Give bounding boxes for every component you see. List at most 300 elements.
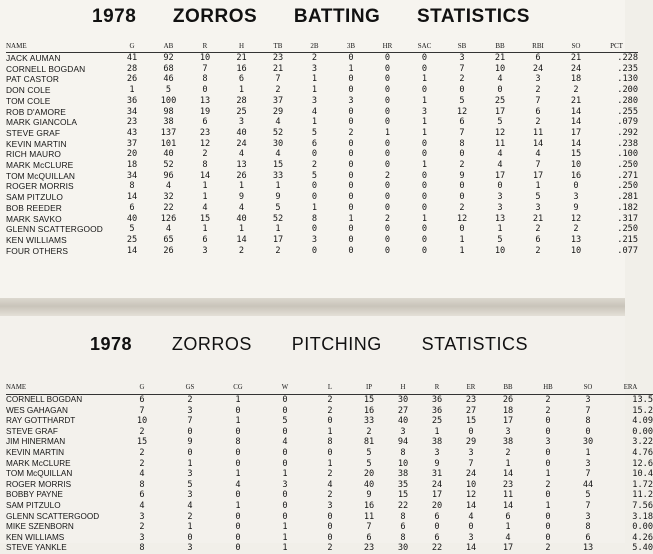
pitching-cell-r: 36	[431, 395, 443, 405]
player-name: TOM McQUILLAN	[6, 469, 73, 479]
player-name: ROGER MORRIS	[6, 181, 74, 192]
table-row	[6, 512, 653, 523]
player-name: KEVIN MARTIN	[6, 138, 67, 149]
batting-cell-so: 12	[570, 213, 582, 224]
batting-cell-r: 15	[199, 213, 211, 224]
batting-cell-h: 28	[236, 95, 247, 106]
batting-cell-h: 3	[238, 117, 245, 128]
player-name: PAT CASTOR	[6, 74, 59, 85]
pitching-cell-l: 2	[327, 395, 333, 405]
batting-cell-sb: 12	[456, 213, 468, 224]
batting-cell-h: 6	[238, 74, 245, 85]
pitching-cell-ip: 7	[366, 522, 372, 533]
pitching-cell-g: 8	[139, 543, 145, 554]
batting-cell-pct: .182	[617, 202, 638, 213]
pitching-cell-era: 1.72	[632, 479, 653, 490]
pitching-cell-bb: 23	[502, 479, 514, 490]
batting-cell-pct: .238	[617, 138, 638, 149]
pitching-cell-ip: 16	[363, 405, 375, 416]
pitching-cell-g: 7	[139, 405, 145, 416]
batting-cell-bb: 3	[497, 192, 503, 203]
pitching-cell-w: 4	[282, 437, 288, 448]
batting-cell-so: 16	[570, 170, 582, 181]
batting-cell-bb: 21	[494, 53, 506, 63]
batting-cell-tb: 37	[272, 95, 284, 106]
batting-cell-2b: 0	[311, 181, 318, 192]
batting-cell-sb: 2	[459, 202, 465, 213]
batting-cell-sac: 0	[421, 138, 428, 149]
pitching-cell-so: 3	[585, 395, 591, 405]
batting-cell-g: 18	[126, 160, 138, 171]
batting-cell-pct: .079	[617, 117, 638, 128]
batting-cell-sb: 2	[459, 160, 465, 171]
batting-cell-3b: 0	[348, 53, 354, 63]
pitching-cell-bb: 14	[502, 500, 514, 511]
player-name: ROGER MORRIS	[6, 479, 72, 489]
pitching-cell-er: 3	[468, 447, 474, 458]
batting-cell-3b: 0	[348, 160, 354, 171]
pitching-cell-cg: 0	[235, 532, 241, 543]
batting-cell-h: 1	[238, 85, 245, 96]
batting-title-team: ZORROS	[172, 6, 258, 27]
batting-cell-3b: 1	[348, 213, 354, 224]
batting-cell-bb: 17	[494, 170, 506, 181]
pitching-cell-g: 4	[139, 500, 145, 511]
player-name: TOM COLE	[6, 95, 51, 106]
pitching-cell-so: 8	[585, 416, 591, 427]
pitching-cell-so: 13	[582, 543, 594, 554]
batting-cell-ab: 40	[163, 149, 174, 160]
batting-cell-bb: 1	[497, 224, 503, 235]
pitching-cell-h: 30	[397, 395, 409, 405]
batting-header-sac: SAC	[406, 40, 443, 53]
pitching-cell-so: 8	[585, 522, 591, 533]
pitching-cell-h: 3	[400, 426, 406, 437]
player-name: KEVIN MARTIN	[6, 447, 65, 457]
batting-cell-rbi: 1	[535, 181, 541, 192]
batting-cell-tb: 4	[275, 149, 281, 160]
batting-cell-sac: 0	[421, 53, 428, 63]
pitching-cell-cg: 0	[235, 458, 241, 469]
batting-cell-bb: 0	[497, 85, 503, 96]
pitching-cell-g: 2	[139, 522, 145, 533]
pitching-cell-bb: 4	[505, 532, 511, 543]
batting-cell-r: 4	[202, 202, 208, 213]
batting-cell-r: 1	[202, 192, 208, 203]
pitching-cell-hb: 0	[545, 447, 551, 458]
player-name: SAM PITZULO	[6, 192, 63, 203]
pitching-header-g: G	[118, 382, 166, 395]
table-row	[6, 501, 653, 512]
batting-cell-2b: 5	[311, 170, 318, 181]
batting-cell-g: 14	[126, 192, 138, 203]
table-row	[6, 533, 653, 544]
pitching-cell-so: 3	[585, 458, 591, 469]
batting-cell-tb: 2	[275, 85, 281, 96]
batting-cell-tb: 1	[275, 181, 281, 192]
batting-cell-sac: 0	[421, 245, 428, 256]
player-name: MARK GIANCOLA	[6, 117, 78, 128]
pitching-cell-era: 15.2	[632, 405, 653, 416]
pitching-cell-ip: 5	[366, 447, 372, 458]
pitching-cell-bb: 1	[505, 458, 511, 469]
batting-cell-hr: 0	[384, 224, 391, 235]
player-name: STEVE GRAF	[6, 426, 58, 436]
batting-cell-bb: 0	[497, 181, 503, 192]
table-row	[6, 117, 638, 128]
batting-cell-g: 28	[126, 63, 138, 74]
batting-cell-hr: 0	[384, 181, 391, 192]
player-name: KEN WILLIAMS	[6, 532, 65, 542]
player-name: CORNELL BOGDAN	[6, 395, 83, 404]
pitching-cell-gs: 9	[187, 437, 193, 448]
batting-cell-so: 2	[573, 85, 579, 96]
pitching-header-name: NAME	[6, 382, 118, 395]
pitching-cell-ip: 23	[363, 543, 375, 554]
pitching-cell-cg: 1	[235, 395, 241, 405]
pitching-cell-era: 13.5	[632, 395, 653, 405]
pitching-cell-era: 4.76	[632, 447, 653, 458]
batting-cell-rbi: 2	[535, 117, 541, 128]
pitching-cell-hb: 2	[545, 405, 551, 416]
batting-cell-2b: 1	[311, 117, 318, 128]
pitching-cell-w: 5	[282, 416, 288, 427]
batting-cell-pct: .250	[617, 160, 638, 171]
pitching-cell-h: 15	[397, 490, 409, 501]
pitching-cell-r: 31	[431, 469, 443, 480]
pitching-cell-so: 7	[585, 405, 591, 416]
player-name: GLENN SCATTERGOOD	[6, 224, 103, 235]
batting-cell-g: 43	[126, 127, 138, 138]
batting-cell-hr: 0	[384, 63, 391, 74]
pitching-cell-bb: 18	[502, 405, 514, 416]
batting-cell-tb: 52	[272, 213, 284, 224]
pitching-cell-gs: 2	[187, 395, 193, 405]
pitching-cell-so: 0	[585, 426, 591, 437]
batting-cell-g: 5	[129, 224, 135, 235]
pitching-cell-w: 1	[282, 469, 288, 480]
batting-cell-hr: 0	[384, 53, 391, 63]
pitching-cell-r: 20	[431, 500, 443, 511]
batting-cell-pct: .280	[617, 95, 638, 106]
pitching-cell-hb: 0	[545, 490, 551, 501]
batting-cell-bb: 25	[494, 95, 506, 106]
batting-cell-h: 40	[236, 127, 247, 138]
batting-cell-2b: 5	[311, 127, 318, 138]
batting-cell-g: 37	[126, 138, 138, 149]
batting-cell-tb: 9	[275, 192, 281, 203]
batting-cell-2b: 6	[311, 138, 318, 149]
pitching-cell-l: 1	[327, 426, 333, 437]
pitching-cell-ip: 6	[366, 532, 372, 543]
batting-cell-hr: 0	[384, 149, 391, 160]
batting-cell-tb: 4	[275, 117, 281, 128]
pitching-cell-r: 6	[434, 511, 440, 522]
batting-cell-h: 21	[236, 53, 247, 63]
batting-cell-sb: 0	[459, 85, 465, 96]
pitching-cell-w: 0	[282, 511, 288, 522]
table-row	[6, 246, 638, 257]
pitching-cell-cg: 1	[235, 469, 241, 480]
pitching-cell-era: 4.26	[632, 532, 653, 543]
page-fold	[0, 298, 625, 316]
table-row	[6, 224, 638, 235]
pitching-cell-l: 2	[327, 405, 333, 416]
batting-cell-sac: 0	[421, 192, 428, 203]
batting-cell-3b: 3	[348, 95, 354, 106]
batting-cell-tb: 33	[272, 170, 284, 181]
batting-cell-ab: 4	[165, 224, 172, 235]
pitching-cell-er: 15	[465, 416, 477, 427]
pitching-table	[6, 382, 653, 554]
batting-title-year: 1978	[92, 6, 137, 27]
pitching-cell-ip: 5	[366, 458, 372, 469]
batting-cell-h: 24	[236, 138, 247, 149]
pitching-cell-bb: 2	[505, 447, 511, 458]
batting-cell-sac: 0	[421, 170, 428, 181]
pitching-header-ip: IP	[352, 382, 386, 395]
batting-cell-3b: 0	[348, 192, 354, 203]
pitching-cell-gs: 7	[187, 416, 193, 427]
batting-cell-rbi: 17	[532, 170, 544, 181]
pitching-cell-era: 10.4	[632, 469, 653, 480]
pitching-header-so: SO	[568, 382, 608, 395]
pitching-cell-bb: 17	[502, 543, 514, 554]
player-name: MIKE SZENBORN	[6, 522, 74, 532]
pitching-cell-h: 8	[400, 447, 406, 458]
pitching-cell-bb: 17	[502, 416, 514, 427]
pitching-cell-er: 10	[465, 479, 477, 490]
batting-cell-sac: 0	[421, 85, 428, 96]
table-row	[6, 522, 653, 533]
batting-cell-rbi: 6	[535, 53, 541, 63]
batting-cell-bb: 13	[494, 213, 506, 224]
table-row	[6, 139, 638, 150]
pitching-cell-h: 35	[397, 479, 409, 490]
table-row	[6, 235, 638, 246]
batting-cell-pct: .130	[617, 74, 638, 85]
pitching-cell-g: 2	[139, 458, 145, 469]
batting-cell-ab: 26	[163, 245, 174, 256]
batting-cell-pct: .077	[617, 245, 638, 256]
batting-cell-hr: 0	[384, 74, 391, 85]
player-name: MARK McCLURE	[6, 458, 71, 468]
pitching-header-cg: CG	[214, 382, 262, 395]
pitching-cell-r: 36	[431, 405, 443, 416]
table-row	[6, 437, 653, 448]
pitching-cell-er: 4	[468, 511, 474, 522]
pitching-cell-er: 12	[465, 490, 477, 501]
batting-cell-sac: 0	[421, 181, 428, 192]
pitching-cell-cg: 1	[235, 500, 241, 511]
batting-cell-r: 23	[199, 127, 211, 138]
pitching-title-category: PITCHING	[291, 334, 382, 354]
batting-cell-hr: 0	[384, 202, 391, 213]
batting-cell-r: 8	[202, 160, 208, 171]
pitching-cell-h: 8	[400, 511, 406, 522]
batting-cell-pct: .250	[617, 224, 638, 235]
table-row	[6, 53, 638, 64]
batting-cell-2b: 0	[311, 224, 318, 235]
batting-header-sb: SB	[443, 40, 481, 53]
batting-cell-pct: .317	[617, 213, 638, 224]
batting-cell-3b: 0	[348, 138, 354, 149]
pitching-cell-ip: 16	[363, 500, 375, 511]
batting-cell-sb: 0	[459, 192, 465, 203]
pitching-cell-h: 40	[397, 416, 409, 427]
pitching-cell-er: 0	[468, 522, 474, 533]
player-name: JIM HINERMAN	[6, 437, 66, 447]
batting-cell-h: 1	[238, 181, 245, 192]
pitching-header-gs: GS	[166, 382, 214, 395]
table-row	[6, 469, 653, 480]
pitching-header-hb: HB	[528, 382, 568, 395]
pitching-cell-so: 6	[585, 532, 591, 543]
table-row	[6, 171, 638, 182]
pitching-cell-gs: 0	[187, 447, 193, 458]
batting-cell-h: 16	[236, 63, 247, 74]
player-name: RAY GOTTHARDT	[6, 416, 76, 426]
batting-cell-g: 25	[126, 234, 138, 245]
pitching-cell-g: 3	[139, 511, 145, 522]
batting-cell-sb: 0	[459, 224, 465, 235]
batting-cell-ab: 22	[163, 202, 174, 213]
batting-cell-2b: 3	[311, 234, 318, 245]
pitching-cell-hb: 3	[545, 437, 551, 448]
pitching-cell-w: 0	[282, 405, 288, 416]
batting-cell-r: 14	[199, 170, 211, 181]
batting-cell-pct: .271	[617, 170, 638, 181]
batting-cell-2b: 2	[311, 160, 318, 171]
batting-cell-sac: 1	[421, 213, 428, 224]
pitching-cell-hb: 1	[545, 500, 551, 511]
pitching-cell-er: 14	[465, 500, 477, 511]
table-row	[6, 74, 638, 85]
pitching-cell-l: 3	[327, 500, 333, 511]
batting-cell-sac: 0	[421, 202, 428, 213]
pitching-cell-r: 38	[431, 437, 443, 448]
batting-cell-rbi: 6	[535, 106, 541, 117]
batting-cell-h: 4	[238, 202, 245, 213]
batting-cell-3b: 0	[348, 149, 354, 160]
batting-cell-r: 0	[202, 85, 208, 96]
batting-header-2b: 2B	[296, 40, 333, 53]
pitching-cell-l: 8	[327, 437, 333, 448]
batting-cell-so: 17	[570, 127, 582, 138]
batting-cell-sb: 7	[459, 127, 465, 138]
batting-cell-rbi: 2	[535, 85, 541, 96]
batting-header-g: G	[114, 40, 150, 53]
batting-cell-g: 23	[126, 117, 138, 128]
batting-cell-pct: .235	[617, 63, 638, 74]
batting-cell-sb: 2	[459, 74, 465, 85]
table-row	[6, 85, 638, 96]
table-row	[6, 480, 653, 491]
pitching-cell-cg: 0	[235, 543, 241, 554]
pitching-cell-cg: 0	[235, 447, 241, 458]
batting-cell-bb: 17	[494, 106, 506, 117]
player-name: JACK AUMAN	[6, 53, 61, 63]
batting-cell-ab: 65	[163, 234, 174, 245]
batting-cell-sac: 1	[421, 74, 428, 85]
player-name: BOB REEDER	[6, 202, 62, 213]
pitching-cell-bb: 38	[502, 437, 514, 448]
player-name: MARK SAVKO	[6, 213, 62, 224]
batting-cell-tb: 21	[272, 63, 284, 74]
pitching-cell-r: 24	[431, 479, 443, 490]
batting-cell-2b: 3	[311, 95, 318, 106]
batting-cell-g: 1	[129, 85, 135, 96]
batting-cell-sb: 9	[459, 170, 465, 181]
batting-title	[92, 6, 530, 28]
batting-cell-g: 26	[126, 74, 138, 85]
table-row	[6, 107, 638, 118]
batting-cell-2b: 1	[311, 85, 318, 96]
player-name: MARK McCLURE	[6, 160, 74, 171]
batting-cell-bb: 5	[497, 234, 503, 245]
table-row	[6, 181, 638, 192]
player-name: RICH MAURO	[6, 149, 61, 160]
batting-cell-g: 8	[129, 181, 135, 192]
pitching-cell-l: 0	[327, 416, 333, 427]
pitching-cell-gs: 1	[187, 458, 193, 469]
batting-cell-hr: 2	[384, 213, 391, 224]
pitching-cell-cg: 0	[235, 490, 241, 501]
pitching-cell-h: 27	[397, 405, 409, 416]
batting-cell-h: 9	[238, 192, 245, 203]
pitching-cell-era: 4.09	[632, 416, 653, 427]
pitching-cell-ip: 9	[366, 490, 372, 501]
batting-cell-sac: 1	[421, 117, 428, 128]
pitching-cell-cg: 4	[235, 479, 241, 490]
pitching-cell-r: 22	[431, 543, 443, 554]
batting-cell-tb: 30	[272, 138, 284, 149]
table-row	[6, 448, 653, 459]
batting-cell-rbi: 7	[535, 95, 541, 106]
pitching-cell-bb: 11	[502, 490, 514, 501]
batting-cell-3b: 0	[348, 224, 354, 235]
batting-cell-3b: 0	[348, 74, 354, 85]
pitching-cell-so: 1	[585, 447, 591, 458]
batting-cell-h: 1	[238, 224, 245, 235]
batting-cell-h: 13	[236, 160, 247, 171]
player-name: BOBBY PAYNE	[6, 490, 63, 500]
pitching-cell-r: 0	[434, 522, 440, 533]
pitching-title-team: ZORROS	[171, 334, 252, 354]
batting-cell-3b: 0	[348, 181, 354, 192]
batting-header-rbi: RBI	[519, 40, 557, 53]
pitching-cell-so: 44	[582, 479, 594, 490]
batting-cell-hr: 2	[384, 170, 391, 181]
batting-cell-r: 1	[202, 181, 208, 192]
batting-header-so: SO	[557, 40, 595, 53]
pitching-cell-er: 0	[468, 426, 474, 437]
pitching-cell-so: 30	[582, 437, 594, 448]
batting-cell-sac: 0	[421, 234, 428, 245]
pitching-cell-hb: 2	[545, 395, 551, 405]
batting-title-label: STATISTICS	[416, 6, 530, 27]
pitching-cell-gs: 3	[187, 405, 193, 416]
pitching-cell-gs: 3	[187, 490, 193, 501]
batting-cell-hr: 0	[384, 95, 391, 106]
pitching-header-h: H	[386, 382, 420, 395]
pitching-cell-cg: 0	[235, 511, 241, 522]
pitching-cell-l: 1	[327, 458, 333, 469]
batting-table	[6, 40, 638, 256]
batting-cell-bb: 12	[494, 127, 506, 138]
pitching-cell-cg: 0	[235, 405, 241, 416]
batting-cell-r: 19	[199, 106, 211, 117]
